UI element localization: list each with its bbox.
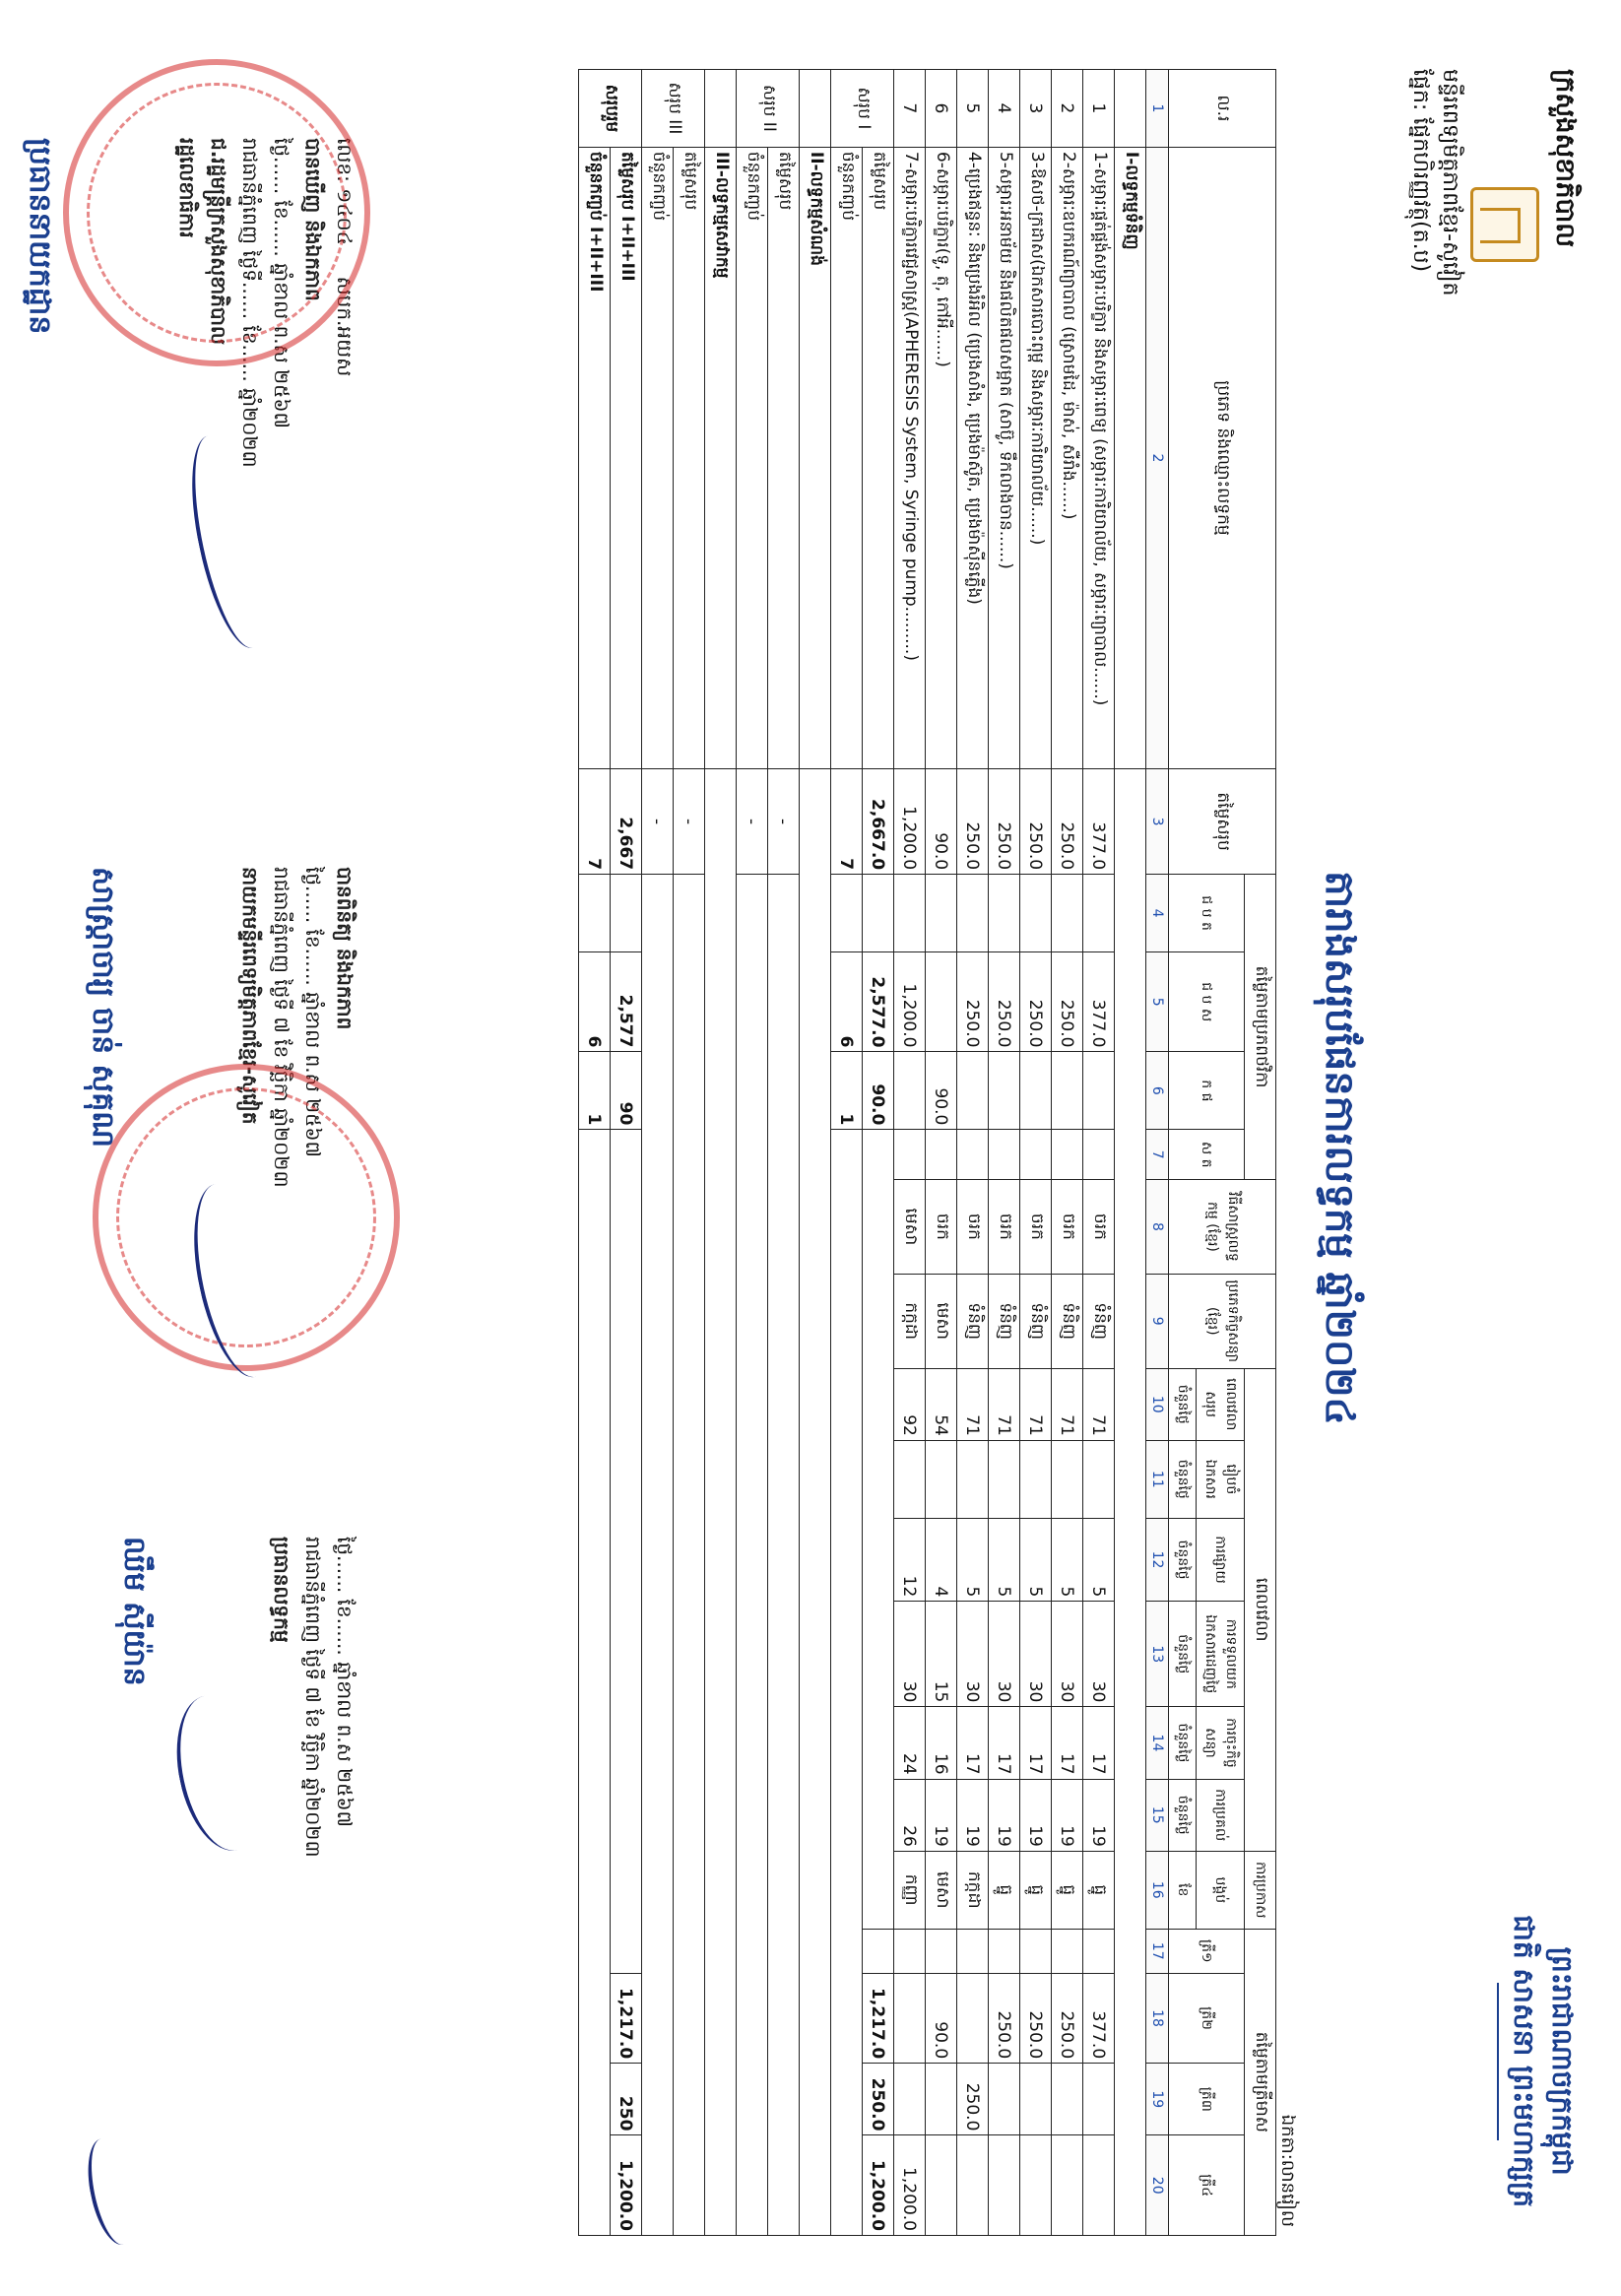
cell-d12: 5 [1020, 1518, 1052, 1602]
col-plan-1: បង្គប់ [1197, 1851, 1245, 1929]
cell-s3: 90.0 [926, 1052, 957, 1130]
cell-d12: 5 [1083, 1518, 1115, 1602]
cell-no: 3 [1020, 70, 1052, 148]
col-src-4: ស ត [1169, 1130, 1245, 1180]
cell-q4 [1083, 2135, 1115, 2236]
cell-total: 250.0 [1052, 769, 1083, 875]
divider [1497, 1983, 1499, 2140]
cell-d14: 17 [1020, 1707, 1052, 1779]
cell-desc: 1-សម្ភារៈផ្គត់ផ្គង់សម្ភារៈបរិក្ខារ និងសម្ភារៈពេទ្យ (សម្ភារៈការិយាល័យ, សម្ភារៈព្យាបាល......) [1083, 147, 1115, 768]
cell-s4 [957, 1130, 989, 1180]
cell-q1 [957, 1929, 989, 1973]
cell-q4: 1,200.0 [894, 2135, 926, 2236]
cell-s4 [1083, 1130, 1115, 1180]
cell-d11 [926, 1440, 957, 1518]
grand-src3: 90 [611, 1052, 642, 1130]
cell-d14: 24 [894, 1707, 926, 1779]
cell-q4 [1020, 2135, 1052, 2236]
cell-d10: 71 [1052, 1368, 1083, 1440]
cell-total: 250.0 [957, 769, 989, 875]
left-lunar-date: ថ្ងៃ...... ខែ...... ឆ្នាំខាល ព.ស ២៥៦៧ [270, 138, 293, 428]
group-label: សរុប I [831, 70, 894, 148]
count-src2: 6 [831, 952, 863, 1052]
col-plan: ការប្រកាស [1245, 1851, 1276, 1929]
subtotal-label: តម្លៃសរុប [674, 147, 705, 768]
right-signatory: ឈឹម ស៊ីយ៉ាន [117, 1537, 152, 1686]
cell-d15: 26 [894, 1779, 926, 1851]
cell-d15: 19 [1020, 1779, 1052, 1851]
cell-q1 [926, 1929, 957, 1973]
cell-d14: 17 [989, 1707, 1020, 1779]
col-sched-3: ការផ្សាយ [1197, 1518, 1245, 1602]
subtotal-construction [768, 70, 800, 2236]
cell-s1 [957, 875, 989, 952]
count-services [642, 70, 674, 2236]
col-q1: ត្រី១ [1169, 1929, 1245, 1973]
subtotal-q2: 1,217.0 [863, 1973, 894, 2063]
grand-src2: 2,577 [611, 952, 642, 1052]
cell-contract: ទំនិញ [1083, 1274, 1115, 1368]
cell-s3 [1083, 1052, 1115, 1130]
cell-q4 [926, 2135, 957, 2236]
mid-seen: បានពិនិត្យ និងឯកភាព [333, 867, 357, 1030]
cell-q4 [989, 2135, 1020, 2236]
cell-q2: 250.0 [1052, 1973, 1083, 2063]
grand-q4: 1,200.0 [611, 2135, 642, 2236]
count-goods [831, 70, 863, 2236]
group-label: សរុបរួម [579, 70, 642, 148]
col-number: 7 [1146, 1130, 1169, 1180]
cell-d15: 19 [989, 1779, 1020, 1851]
ministry-name: ក្រសួងសុខាភិបាល [1550, 69, 1580, 248]
cell-s4 [1052, 1130, 1083, 1180]
col-schedule: ពេលវេលា [1245, 1368, 1276, 1851]
subtotal-total: - [674, 769, 705, 875]
cell-method: ចរក [989, 1180, 1020, 1275]
col-number: 11 [1146, 1440, 1169, 1518]
cell-desc: 3-ឱសថ-ក្រដាស(ឯកសារបោះពុម្ព និងសម្ភារៈការិយាល័យ......) [1020, 147, 1052, 768]
cell-d10: 71 [1020, 1368, 1052, 1440]
hospital-logo-icon [1470, 187, 1539, 262]
cell-d15: 19 [957, 1779, 989, 1851]
unit-days: ចំនួនថ្ងៃ [1169, 1779, 1197, 1851]
cell-s1 [894, 875, 926, 952]
cell-q2 [894, 1973, 926, 2063]
col-src-2: ជ ប ស [1169, 952, 1245, 1052]
grand-count-src3: 1 [579, 1052, 611, 1130]
left-date: រាជធានីភ្នំពេញ ថ្ងៃទី...... ខែ...... ឆ្នាំ២០២៣ [238, 138, 262, 468]
document-title: តារាងសរុបផែនការលទ្ធកម្ម ឆ្នាំ២០២៤ [1317, 871, 1362, 1425]
col-no: ល.រ [1169, 70, 1276, 148]
cell-deliv: ធ្នូ [1083, 1851, 1115, 1929]
cell-s1 [926, 875, 957, 952]
cell-s2: 1,200.0 [894, 952, 926, 1052]
col-number: 2 [1146, 147, 1169, 768]
cell-deliv: កញ្ញា [894, 1851, 926, 1929]
cell-deliv: មេសា [926, 1851, 957, 1929]
cell-s2: 250.0 [989, 952, 1020, 1052]
doc-number: លេខ: ១៤០៤ [333, 138, 357, 245]
cell-d13: 30 [894, 1602, 926, 1707]
doc-ref: សបក.អយស [333, 276, 357, 377]
left-role-1: ជ.រដ្ឋមន្ត្រីក្រសួងសុខាភិបាល [207, 138, 230, 345]
cell-d12: 4 [926, 1518, 957, 1602]
national-motto: ជាតិ សាសនា ព្រះមហាក្សត្រ [1507, 1915, 1540, 2207]
cell-q4 [1052, 2135, 1083, 2236]
grand-q3: 250 [611, 2064, 642, 2135]
cell-s4 [926, 1130, 957, 1180]
cell-method: មេសា [894, 1180, 926, 1275]
subtotal-src2: 2,577.0 [863, 952, 894, 1052]
cell-no: 2 [1052, 70, 1083, 148]
cell-d14: 17 [957, 1707, 989, 1779]
count-construction [737, 70, 768, 2236]
col-sched-5: ការចុះកិច្ចសន្យា [1197, 1707, 1245, 1779]
cell-d13: 30 [1083, 1602, 1115, 1707]
grand-q2: 1,217.0 [611, 1973, 642, 2063]
grand-total-row [611, 70, 642, 2236]
cell-s1 [1052, 875, 1083, 952]
col-method: វិធីសាស្ត្រលទ្ធកម្ម (ខ្មែរ) [1169, 1180, 1276, 1275]
initials-icon [80, 2134, 145, 2250]
cell-d10: 71 [1083, 1368, 1115, 1440]
col-sched-2: រៀបចំឯកសារ [1197, 1440, 1245, 1518]
table-body [579, 70, 1146, 2236]
unit-label: ឯកតា:លានរៀល [1277, 2114, 1298, 2227]
department-name: ផ្នែក: ផ្នែកហិរញ្ញវត្ថុ(ត.ប) [1408, 69, 1434, 273]
cell-d10: 92 [894, 1368, 926, 1440]
col-number: 3 [1146, 769, 1169, 875]
right-lunar-date: ថ្ងៃ...... ខែ...... ឆ្នាំខាល ព.ស ២៥៦៧ [333, 1537, 357, 1827]
cell-desc: 6-សម្ភារៈបរិក្ខារ(ទូ, តុ, កៅអី......) [926, 147, 957, 768]
cell-total: 377.0 [1083, 769, 1115, 875]
col-number: 4 [1146, 875, 1169, 952]
cell-s1 [1020, 875, 1052, 952]
grand-count-total: 7 [579, 769, 611, 875]
cell-d14: 17 [1083, 1707, 1115, 1779]
cell-total: 250.0 [989, 769, 1020, 875]
header-row-1 [1245, 70, 1276, 2236]
cell-q2: 250.0 [1020, 1973, 1052, 2063]
col-number: 5 [1146, 952, 1169, 1052]
cell-d10: 71 [957, 1368, 989, 1440]
cell-s3 [1020, 1052, 1052, 1130]
cell-deliv: ធ្នូ [989, 1851, 1020, 1929]
cell-d10: 71 [989, 1368, 1020, 1440]
col-number: 1 [1146, 70, 1169, 148]
subtotal-q4: 1,200.0 [863, 2135, 894, 2236]
col-number: 6 [1146, 1052, 1169, 1130]
hospital-name: មន្ទីរពេទ្យមិត្តភាពខ្មែរ-សូវៀត [1437, 69, 1462, 296]
cell-d12: 5 [989, 1518, 1020, 1602]
official-seal-icon [63, 59, 370, 366]
col-budget-group: តម្លៃតាមប្រភពថវិកា [1245, 875, 1276, 1180]
cell-total: 1,200.0 [894, 769, 926, 875]
grand-total-label: តម្លៃសរុប I+II+III [611, 147, 642, 768]
cell-d13: 15 [926, 1602, 957, 1707]
col-description: ប្រភេទ និងឈ្មោះលទ្ធកម្ម [1169, 147, 1276, 768]
cell-no: 6 [926, 70, 957, 148]
kingdom-name: ព្រះរាជាណាចក្រកម្ពុជា [1546, 1946, 1579, 2176]
subtotal-goods [863, 70, 894, 2236]
cell-deliv: ធ្នូ [1020, 1851, 1052, 1929]
col-q2: ត្រី២ [1169, 1973, 1245, 2063]
cell-q1 [894, 1929, 926, 1973]
table-row [1052, 70, 1083, 2236]
procurement-plan-table [578, 69, 1276, 2236]
cell-q3 [1052, 2064, 1083, 2135]
table-row [989, 70, 1020, 2236]
cell-d13: 30 [1020, 1602, 1052, 1707]
cell-s4 [989, 1130, 1020, 1180]
cell-d11 [1083, 1440, 1115, 1518]
section-label: III-លទ្ធកម្មសេវាកម្ម [705, 147, 737, 768]
group-label: សរុប II [737, 70, 800, 148]
subtotal-label: តម្លៃសរុប [768, 147, 800, 768]
unit-days: ចំនួនថ្ងៃ [1169, 1707, 1197, 1779]
col-src-1: ជ ប ត [1169, 875, 1245, 952]
cell-q3 [989, 2064, 1020, 2135]
col-number: 13 [1146, 1602, 1169, 1707]
cell-s3 [989, 1052, 1020, 1130]
cell-d12: 5 [957, 1518, 989, 1602]
table-row [926, 70, 957, 2236]
right-date: រាជធានីភ្នំពេញ ថ្ងៃទី ៧ ខែ វិច្ឆិកា ឆ្នាំ២០២៣ [301, 1537, 325, 1858]
col-number: 14 [1146, 1707, 1169, 1779]
cell-q3 [1020, 2064, 1052, 2135]
col-src-3: ក ផ [1169, 1052, 1245, 1130]
subtotal-q3: 250.0 [863, 2064, 894, 2135]
cell-contract: កក្កដា [894, 1274, 926, 1368]
col-number: 16 [1146, 1851, 1169, 1929]
cell-d13: 30 [1052, 1602, 1083, 1707]
mid-date: រាជធានីភ្នំពេញ ថ្ងៃទី ៧ ខែ វិច្ឆិកា ឆ្នាំ២០២៣ [270, 867, 293, 1188]
cell-deliv: ធ្នូ [1052, 1851, 1083, 1929]
count-total: - [737, 769, 768, 875]
cell-s1 [989, 875, 1020, 952]
cell-s2: 377.0 [1083, 952, 1115, 1052]
grand-total: 2,667 [611, 769, 642, 875]
cell-s2 [926, 952, 957, 1052]
cell-q1 [1052, 1929, 1083, 1973]
col-number: 20 [1146, 2135, 1169, 2236]
cell-contract: ទំនិញ [957, 1274, 989, 1368]
cell-contract: មេសា [926, 1274, 957, 1368]
cell-d11 [1020, 1440, 1052, 1518]
col-number: 19 [1146, 2064, 1169, 2135]
cell-s1 [1083, 875, 1115, 952]
subtotal-services [674, 70, 705, 2236]
subtotal-total: - [768, 769, 800, 875]
col-number: 12 [1146, 1518, 1169, 1602]
count-src3: 1 [831, 1052, 863, 1130]
cell-d13: 30 [989, 1602, 1020, 1707]
section-label: I-លទ្ធកម្មទំនិញ [1115, 147, 1146, 768]
left-seen: បានឃើញ និងឯកភាព [301, 138, 325, 301]
cell-d10: 54 [926, 1368, 957, 1440]
cell-method: ចរក [957, 1180, 989, 1275]
col-contract: ប្រភេទកិច្ចសន្យា (ខ្មែរ) [1169, 1274, 1276, 1368]
cell-d11 [1052, 1440, 1083, 1518]
unit-days: ចំនួនថ្ងៃ [1169, 1440, 1197, 1518]
cell-q1 [1020, 1929, 1052, 1973]
col-q3: ត្រី៣ [1169, 2064, 1245, 2135]
col-q4: ត្រី៤ [1169, 2135, 1245, 2236]
col-sched-1: ពេលវេលាសរុប [1197, 1368, 1245, 1440]
col-number: 8 [1146, 1180, 1169, 1275]
cell-q2 [957, 1973, 989, 2063]
cell-q2: 90.0 [926, 1973, 957, 2063]
column-number-row [1146, 70, 1169, 2236]
cell-desc: 2-សម្ភារៈឧបករណ៍ព្យាបាល (ស្រោមដៃ, ម៉ាស់, សឺរាំង......) [1052, 147, 1083, 768]
cell-d12: 12 [894, 1518, 926, 1602]
unit-days: ចំនួនថ្ងៃ [1169, 1368, 1197, 1440]
cell-d11 [894, 1440, 926, 1518]
cell-desc: 7-សម្ភារៈបរិក្ខារវេជ្ជសាស្ត្រ(APHERESIS System, Syringe pump.........) [894, 147, 926, 768]
cell-s3 [957, 1052, 989, 1130]
left-signatory: ប្រធាននាយកដ្ឋាន [23, 138, 57, 335]
subtotal-label: តម្លៃសរុប [863, 147, 894, 768]
grand-count-label: ចំនួនកញ្ចប់ I+II+III [579, 147, 611, 768]
cell-d15: 19 [926, 1779, 957, 1851]
cell-q3: 250.0 [957, 2064, 989, 2135]
cell-method: ចរក [926, 1180, 957, 1275]
cell-d13: 30 [957, 1602, 989, 1707]
subtotal-src3: 90.0 [863, 1052, 894, 1130]
table-row [1083, 70, 1115, 2236]
cell-s4 [1020, 1130, 1052, 1180]
cell-q2: 377.0 [1083, 1973, 1115, 2063]
section-goods [1115, 70, 1146, 2236]
cell-q1 [1083, 1929, 1115, 1973]
cell-q3 [1083, 2064, 1115, 2135]
cell-d11 [957, 1440, 989, 1518]
cell-d15: 19 [1083, 1779, 1115, 1851]
table-row [1020, 70, 1052, 2236]
cell-contract: ទំនិញ [1020, 1274, 1052, 1368]
col-number: 17 [1146, 1929, 1169, 1973]
cell-no: 1 [1083, 70, 1115, 148]
cell-no: 5 [957, 70, 989, 148]
cell-s2: 250.0 [1052, 952, 1083, 1052]
unit-days: ចំនួនថ្ងៃ [1169, 1602, 1197, 1707]
section-label: II-លទ្ធកម្មសំណង់ [800, 147, 831, 768]
col-number: 9 [1146, 1274, 1169, 1368]
cell-contract: ទំនិញ [1052, 1274, 1083, 1368]
cell-contract: ទំនិញ [989, 1274, 1020, 1368]
subtotal-total: 2,667.0 [863, 769, 894, 875]
cell-s3 [1052, 1052, 1083, 1130]
count-label: ចំនួនកញ្ចប់ [737, 147, 768, 768]
cell-d11 [989, 1440, 1020, 1518]
cell-total: 90.0 [926, 769, 957, 875]
cell-d14: 16 [926, 1707, 957, 1779]
cell-total: 250.0 [1020, 769, 1052, 875]
cell-d14: 17 [1052, 1707, 1083, 1779]
cell-method: ចរក [1020, 1180, 1052, 1275]
count-label: ចំនួនកញ្ចប់ [831, 147, 863, 768]
cell-q2: 250.0 [989, 1973, 1020, 2063]
section-construction [800, 70, 831, 2236]
cell-q3 [926, 2064, 957, 2135]
count-label: ចំនួនកញ្ចប់ [642, 147, 674, 768]
right-role: ប្រធានលទ្ធកម្ម [270, 1537, 293, 1643]
cell-deliv: កក្កដា [957, 1851, 989, 1929]
section-services [705, 70, 737, 2236]
group-label: សរុប III [642, 70, 705, 148]
cell-q4 [957, 2135, 989, 2236]
table-row [957, 70, 989, 2236]
left-role-2: រដ្ឋលេខាធិការ [175, 138, 199, 238]
table-row [894, 70, 926, 2236]
cell-desc: 5-សម្ភារៈអនាម័យ និងផលិតផលសម្អាត (សាប៊ូ, ទឹកលាងចាន......) [989, 147, 1020, 768]
institution-header [1406, 69, 1582, 581]
cell-method: ចរក [1052, 1180, 1083, 1275]
col-number: 18 [1146, 1973, 1169, 2063]
cell-q3 [894, 2064, 926, 2135]
count-total: 7 [831, 769, 863, 875]
kingdom-header [1491, 1915, 1582, 2207]
cell-no: 4 [989, 70, 1020, 148]
mid-lunar-date: ថ្ងៃ...... ខែ...... ឆ្នាំខាល ព.ស ២៥៦៧ [301, 867, 325, 1157]
count-total: - [642, 769, 674, 875]
col-number: 10 [1146, 1368, 1169, 1440]
grand-count-row [579, 70, 611, 2236]
mid-signatory: សាស្ត្រាចារ្យ ចាន់ សុគុណ [86, 867, 120, 1148]
cell-s3 [894, 1052, 926, 1130]
cell-s2: 250.0 [957, 952, 989, 1052]
grand-count-src2: 6 [579, 952, 611, 1052]
mid-role: នាយកមន្ទីរពេទ្យមិត្តភាពខ្មែរ-សូវៀត [238, 867, 262, 1125]
cell-no: 7 [894, 70, 926, 148]
cell-s2: 250.0 [1020, 952, 1052, 1052]
col-sched-4: ការទទួលយកឯកសារដេញថ្លៃ [1197, 1602, 1245, 1707]
col-total: តម្លៃសរុប [1169, 769, 1276, 875]
unit-month: ខែ [1169, 1851, 1197, 1929]
col-sched-6: ការប្រគល់ [1197, 1779, 1245, 1851]
col-number: 15 [1146, 1779, 1169, 1851]
cell-method: ចរក [1083, 1180, 1115, 1275]
col-quarter-group: តម្លៃតាមត្រីមាស [1245, 1929, 1276, 2235]
cell-desc: 4-ប្រេងឥន្ធនៈ និងប្រេងរំអិល (ប្រេងសាំង, ប្រេងម៉ាស៊ូត, ប្រេងម៉ាស៊ីនភ្លើង) [957, 147, 989, 768]
cell-s4 [894, 1130, 926, 1180]
cell-q1 [989, 1929, 1020, 1973]
cell-d15: 19 [1052, 1779, 1083, 1851]
cell-d12: 5 [1052, 1518, 1083, 1602]
unit-days: ចំនួនថ្ងៃ [1169, 1518, 1197, 1602]
